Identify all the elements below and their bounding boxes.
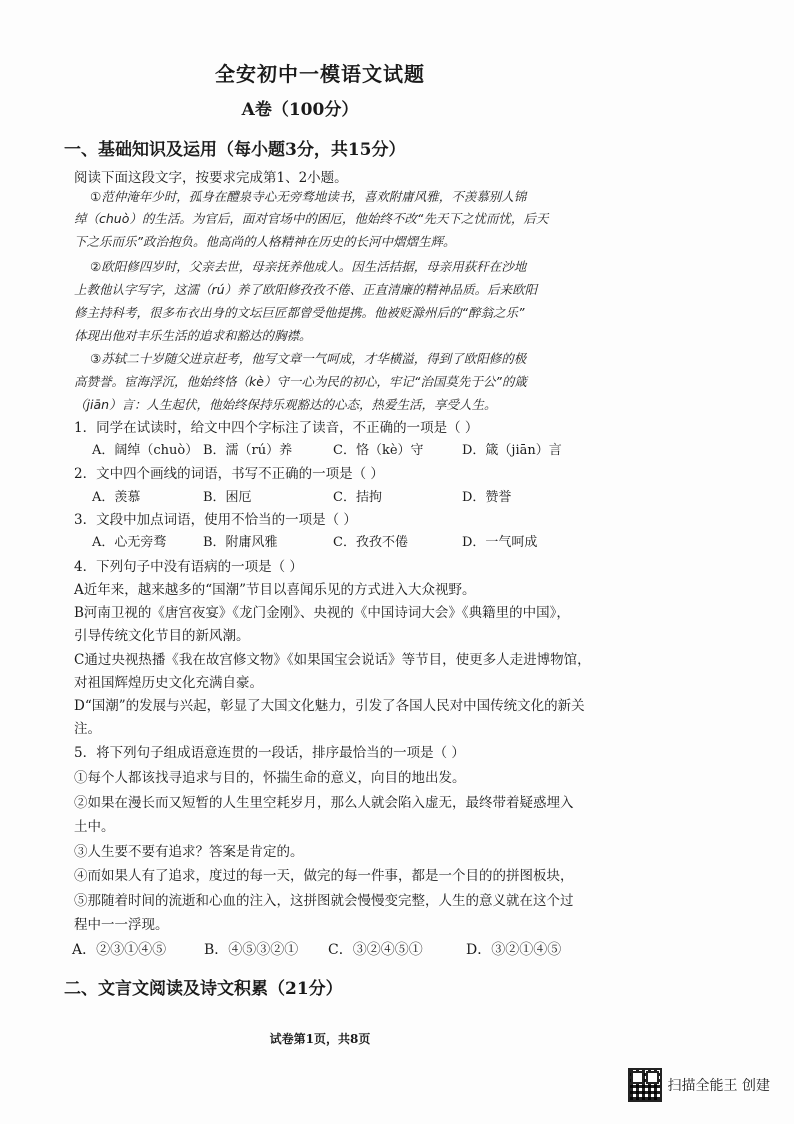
passage-line: ②欧阳修四岁时，父亲去世，母亲抚养他成人。因生活拮据，母亲用荻秆在沙地: [90, 259, 527, 274]
question-5-line: ①每个人都该找寻追求与目的，怀揣生命的意义，向目的地出发。: [74, 770, 466, 786]
section-1-heading: 一、基础知识及运用（每小题3分，共15分）: [64, 140, 406, 160]
question-1-option-a: A．阔绰（chuò）: [92, 443, 199, 458]
question-1-stem: 1．同学在试读时，给文中四个字标注了读音，不正确的一项是（ ）: [74, 420, 479, 436]
question-5-line: ④而如果人有了追求，度过的每一天，做完的每一件事，都是一个目的的拼图板块，: [74, 868, 574, 884]
question-3-stem: 3．文段中加点词语，使用不恰当的一项是（ ）: [74, 512, 357, 528]
question-4-line: B河南卫视的《唐宫夜宴》《龙门金刚》、央视的《中国诗词大会》《典籍里的中国》，: [74, 605, 570, 621]
question-4-line: 引导传统文化节目的新风潮。: [74, 628, 250, 644]
question-5-line: ③人生要不要有追求？答案是肯定的。: [74, 844, 304, 860]
question-4-line: 注。: [74, 721, 101, 737]
page-subtitle: A卷（100分）: [241, 100, 359, 120]
instruction: 阅读下面这段文字，按要求完成第1、2小题。: [74, 170, 348, 186]
question-5-option-a: A．②③①④⑤: [72, 942, 167, 958]
question-5-option-d: D．③②①④⑤: [466, 942, 562, 958]
passage-line: （jiān）言：人生起伏，他始终保持乐观豁达的心态，热爱生活，享受人生。: [74, 397, 497, 412]
question-5-line: 程中一一浮现。: [74, 917, 169, 933]
qr-code-icon: [628, 1068, 662, 1102]
question-4-line: C通过央视热播《我在故宫修文物》《如果国宝会说话》等节目，使更多人走进博物馆，: [74, 652, 591, 668]
page-title: 全安初中一模语文试题: [215, 62, 425, 86]
question-2-option-b: B．困厄: [203, 490, 252, 505]
question-5-option-b: B．④⑤③②①: [204, 942, 299, 958]
question-1-option-d: D．箴（jiān）言: [462, 443, 562, 458]
question-5-option-c: C．③②④⑤①: [328, 942, 423, 958]
question-2-stem: 2．文中四个画线的词语，书写不正确的一项是（ ）: [74, 466, 384, 482]
question-4-line: D“国潮”的发展与兴起，彰显了大国文化魅力，引发了各国人民对中国传统文化的新关: [74, 698, 585, 714]
question-2-option-d: D．赞誉: [462, 490, 512, 505]
question-3-option-a: A．心无旁骛: [92, 535, 167, 550]
question-5-line: ②如果在漫长而又短暂的人生里空耗岁月，那么人就会陷入虚无，最终带着疑惑埋入: [74, 795, 574, 811]
passage-line: 高赞誉。宦海浮沉，他始终恪（kè）守一心为民的初心，牢记“治国莫先于公”的箴: [74, 374, 527, 389]
passage-line: 上教他认字写字，这濡（rú）养了欧阳修孜孜不倦、正直清廉的精神品质。后来欧阳: [74, 282, 538, 297]
passage-line: 下之乐而乐”政治抱负。他高尚的人格精神在历史的长河中熠熠生辉。: [74, 234, 456, 249]
question-1-option-b: B．濡（rú）养: [203, 443, 293, 458]
question-4-line: A近年来，越来越多的“国潮”节目以喜闻乐见的方式进入大众视野。: [74, 582, 476, 598]
watermark-text: 扫描全能王 创建: [667, 1078, 770, 1094]
question-4-line: 对祖国辉煌历史文化充满自豪。: [74, 675, 263, 691]
question-5-line: 土中。: [74, 819, 115, 835]
passage-line: 绰（chuò）的生活。为官后，面对官场中的困厄，他始终不改“先天下之忧而忧，后天: [74, 211, 549, 226]
question-3-option-c: C．孜孜不倦: [333, 535, 408, 550]
question-5-stem: 5．将下列句子组成语意连贯的一段话，排序最恰当的一项是（ ）: [74, 745, 465, 761]
scanner-watermark: [628, 1068, 770, 1102]
question-4-stem: 4．下列句子中没有语病的一项是（ ）: [74, 559, 303, 575]
question-2-option-c: C．拮拘: [333, 490, 382, 505]
section-2-heading: 二、文言文阅读及诗文积累（21分）: [64, 979, 343, 999]
question-3-option-b: B．附庸风雅: [203, 535, 278, 550]
passage-line: ①范仲淹年少时，孤身在醴泉寺心无旁骛地读书，喜欢附庸风雅，不羡慕别人锦: [90, 189, 527, 204]
passage-line: 体现出他对丰乐生活的追求和豁达的胸襟。: [74, 328, 312, 343]
question-1-option-c: C．恪（kè）守: [333, 443, 424, 458]
passage-line: 修主持科考，很多布衣出身的文坛巨匠都曾受他提携。他被贬滁州后的“醉翁之乐”: [74, 305, 525, 320]
question-2-option-a: A．羡慕: [92, 490, 141, 505]
question-5-line: ⑤那随着时间的流逝和心血的注入，这拼图就会慢慢变完整，人生的意义就在这个过: [74, 893, 574, 909]
question-3-option-d: D．一气呵成: [462, 535, 538, 550]
passage-line: ③苏轼二十岁随父进京赶考，他写文章一气呵成，才华横溢，得到了欧阳修的极: [90, 351, 527, 366]
page-number: 试卷第1页，共8页: [269, 1032, 371, 1046]
